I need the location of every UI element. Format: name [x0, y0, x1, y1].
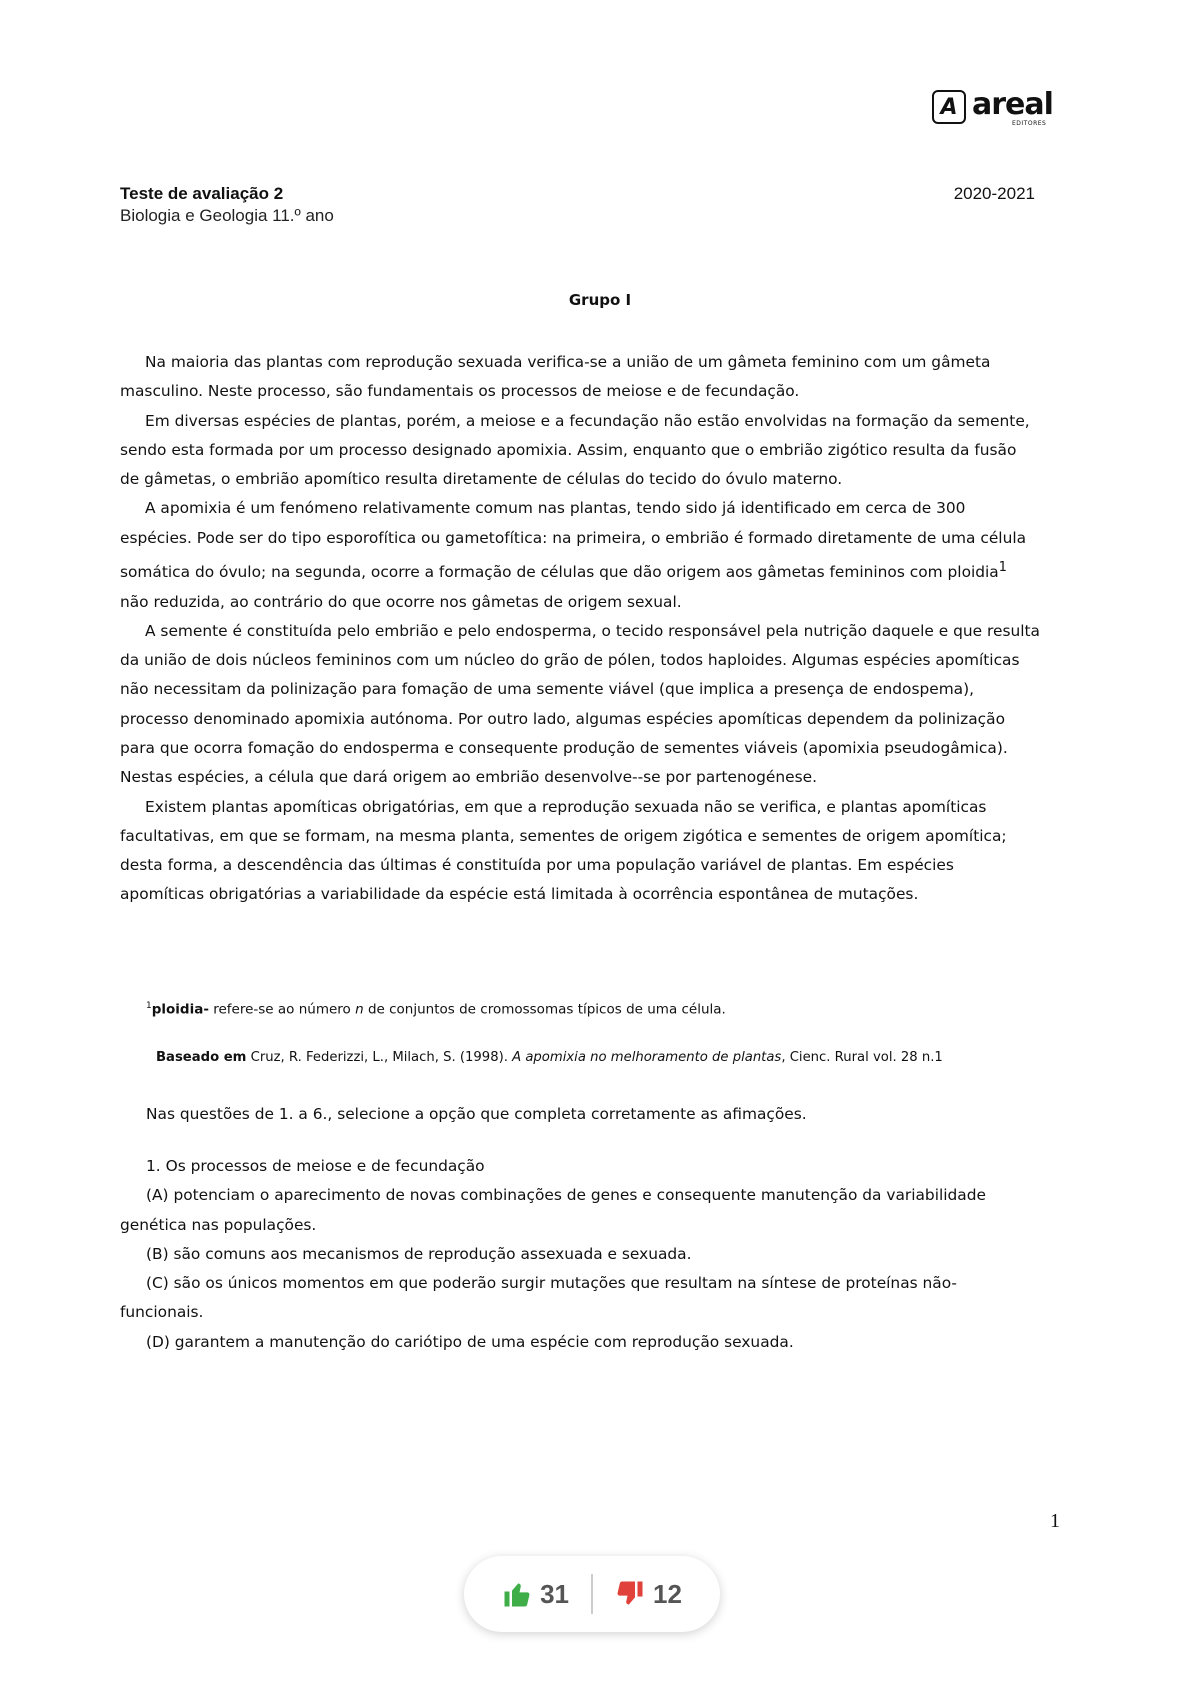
option-text: garantem a manutenção do cariótipo de uma espécie com reprodução sexuada. — [169, 1332, 794, 1351]
paragraph-4: A semente é constituída pelo embrião e pelo endosperma, o tecido responsável pela nutrição daquele e que resulta da união de dois núcleos femininos com um núcleo do grão de pólen, todos haploides. Algumas espécies apomíticas não necessitam da polinização para fomação de uma semente viável (que implica a presença de endospema), processo denominado apomixia autónoma. Por outro lado, algumas espécies apomíticas dependem da polinização para que ocorra fomação do endosperma e consequente produção de sementes viáveis (apomixia pseudogâmica). Nestas espécies, a célula que dará origem ao embrião desenvolve--se por partenogénese. — [120, 621, 1040, 787]
upvote-count: 31 — [540, 1578, 569, 1609]
paragraph-1: Na maioria das plantas com reprodução sexuada verifica-se a união de um gâmeta feminino com um gâmeta masculino. Neste processo, são fundamentais os processos de meiose e de fecundação. — [120, 353, 991, 401]
question-1 — [120, 1152, 1040, 1357]
footnote-term: ploidia- — [151, 1001, 209, 1018]
thumbs-up-icon — [502, 1579, 532, 1609]
page-number: 1 — [1050, 1510, 1060, 1532]
paragraph-3-tail: não reduzida, ao contrário do que ocorre nos gâmetas de origem sexual. — [120, 592, 682, 611]
downvote-count: 12 — [653, 1578, 682, 1609]
school-year: 2020-2021 — [953, 184, 1035, 203]
footnote-n: n — [355, 1001, 364, 1018]
document-header — [120, 183, 1035, 227]
option-d — [120, 1328, 1040, 1357]
instruction: Nas questões de 1. a 6., selecione a opção que completa corretamente as afimações. — [146, 1105, 807, 1123]
option-a — [120, 1181, 1040, 1240]
source-authors: Cruz, R. Federizzi, L., Milach, S. (1998). — [246, 1050, 513, 1065]
downvote-button[interactable] — [615, 1579, 682, 1610]
footnote-text-before: refere-se ao número — [208, 1001, 356, 1018]
footnote-text-after: de conjuntos de cromossomas típicos de uma célula. — [363, 1001, 726, 1018]
question-stem: 1. Os processos de meiose e de fecundação — [146, 1157, 485, 1175]
source-rest: , Cienc. Rural vol. 28 n.1 — [781, 1050, 943, 1065]
paragraph-5: Existem plantas apomíticas obrigatórias, em que a reprodução sexuada não se verifica, e plantas apomíticas facultativas, em que se formam, na mesma planta, sementes de origem zigótica e sementes de origem apomítica; desta forma, a descendência das últimas é constituída por uma população variável de plantas. Em espécies apomíticas obrigatórias a variabilidade da espécie está limitada à ocorrência espontânea de mutações. — [120, 797, 1007, 904]
paragraph-3-text: A apomixia é um fenómeno relativamente comum nas plantas, tendo sido já identificado em cerca de 300 espécies. Pode ser do tipo esporofítica ou gametofítica: na primeira, o embrião é formado diretamente de uma célula somática do óvulo; na segunda, ocorre a formação de células que dão origem aos gâmetas femininos com ploidia — [120, 499, 1027, 582]
footnote — [146, 996, 1046, 1020]
option-text: potenciam o aparecimento de novas combinações de genes e consequente manutenção da variabilidade genética nas populações. — [120, 1186, 986, 1234]
footnote-ref: 1 — [998, 560, 1007, 576]
source-work: A apomixia no melhoramento de plantas — [512, 1050, 782, 1065]
test-title: Teste de avaliação 2 — [120, 184, 284, 203]
upvote-button[interactable] — [502, 1579, 569, 1610]
option-c — [120, 1269, 1040, 1328]
vote-divider — [591, 1574, 593, 1614]
paragraph-3 — [120, 494, 1040, 616]
footnote-number: 1 — [146, 1001, 152, 1011]
subject-subtitle: Biologia e Geologia 11.º ano — [120, 206, 334, 225]
brand-sub: EDITORES — [1012, 120, 1047, 127]
paragraph-2: Em diversas espécies de plantas, porém, a meiose e a fecundação não estão envolvidas na formação da semente, sendo esta formada por um processo designado apomixia. Assim, enquanto que o embrião zigótico resulta da fusão de gâmetas, o embrião apomítico resulta diretamente de células do tecido do óvulo materno. — [120, 411, 1030, 489]
brand-name: areal — [972, 87, 1053, 122]
source-citation — [156, 1048, 1086, 1068]
option-letter: (C) — [146, 1274, 169, 1293]
reading-text — [120, 348, 1040, 910]
thumbs-down-icon — [615, 1579, 645, 1609]
source-label: Baseado em — [156, 1050, 247, 1065]
areal-logo — [932, 87, 1072, 134]
option-text: são os únicos momentos em que poderão surgir mutações que resultam na síntese de proteínas não-funcionais. — [120, 1274, 957, 1322]
option-b — [120, 1240, 1040, 1269]
option-letter: (B) — [146, 1244, 169, 1263]
option-text: são comuns aos mecanismos de reprodução assexuada e sexuada. — [168, 1244, 692, 1263]
option-letter: (D) — [146, 1332, 170, 1351]
group-title: Grupo I — [568, 291, 632, 309]
option-letter: (A) — [146, 1186, 169, 1205]
vote-widget — [464, 1556, 720, 1632]
areal-logo-mark-icon: A — [932, 90, 966, 124]
